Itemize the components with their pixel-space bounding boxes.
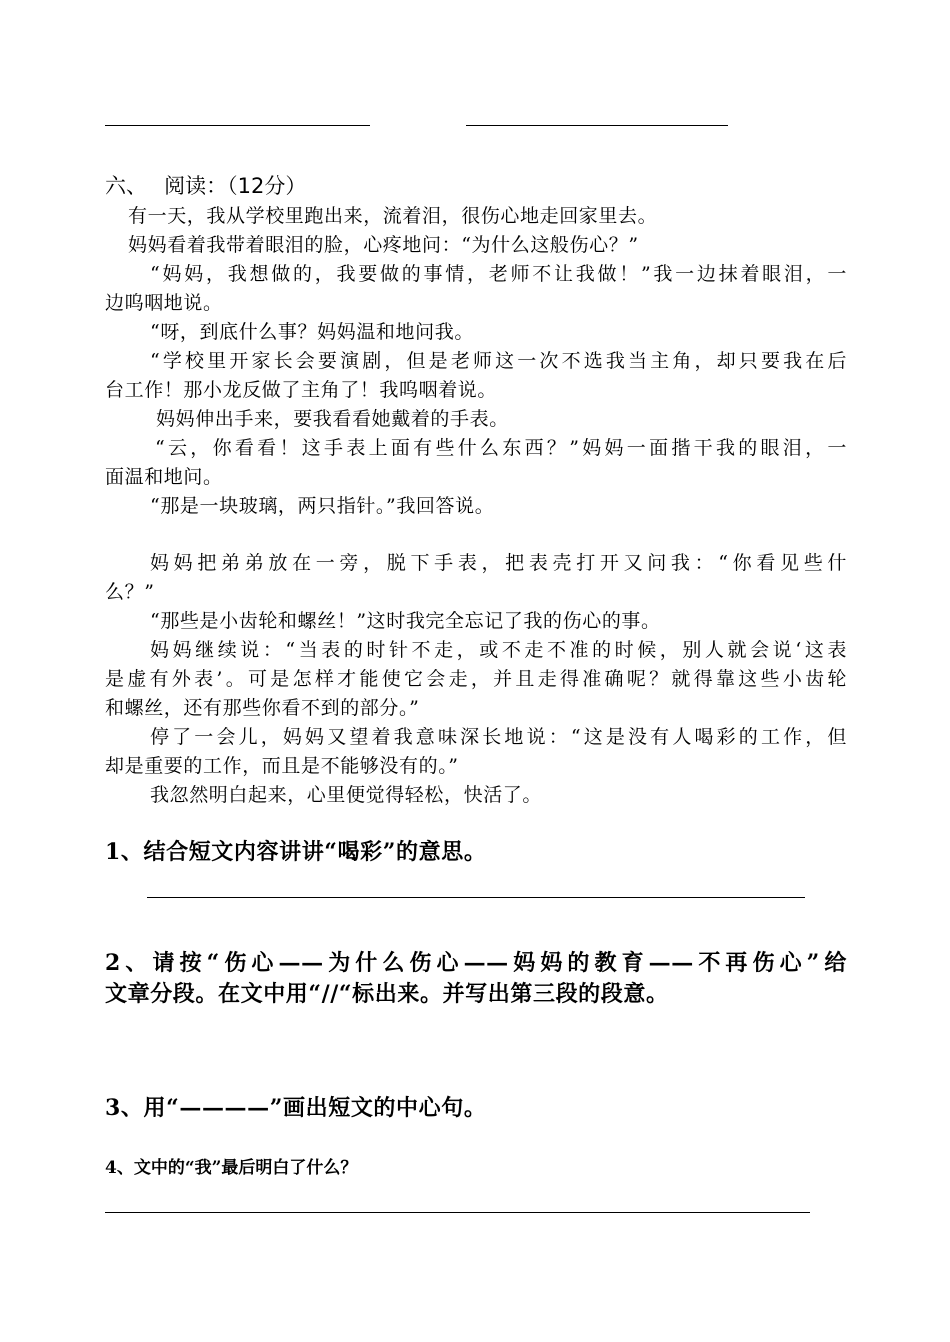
passage-line: 是虚有外表’。可是怎样才能使它会走，并且走得准确呢？就得靠这些小齿轮: [105, 668, 847, 690]
passage-line: “呀，到底什么事？妈妈温和地问我。: [150, 321, 474, 343]
passage-line: “云，你看看！这手表上面有些什么东西？”妈妈一面揩干我的眼泪，一: [155, 437, 847, 459]
passage-line: 妈妈把弟弟放在一旁，脱下手表，把表壳打开又问我：“你看见些什: [150, 552, 847, 574]
passage-line: 有一天，我从学校里跑出来，流着泪，很伤心地走回家里去。: [128, 205, 658, 227]
passage-line: 边呜咽地说。: [105, 292, 223, 314]
passage-line: “那些是小齿轮和螺丝！”这时我完全忘记了我的伤心的事。: [150, 610, 661, 632]
passage-line: 面温和地问。: [105, 466, 223, 488]
question-2: 2、请按“伤心——为什么伤心——妈妈的教育——不再伤心”给: [105, 950, 847, 976]
passage-line: 么？”: [105, 581, 155, 603]
section-title: 六、 阅读：（12分）: [105, 174, 307, 198]
passage-line: “那是一块玻璃，两只指针。”我回答说。: [150, 495, 495, 517]
question-4: 4、文中的“我”最后明白了什么？: [105, 1158, 358, 1178]
passage-line: 妈妈看着我带着眼泪的脸，心疼地问：“为什么这般伤心？”: [128, 234, 639, 256]
answer-line-top-left[interactable]: [105, 125, 370, 126]
passage-line: 停了一会儿，妈妈又望着我意味深长地说：“这是没有人喝彩的工作，但: [150, 726, 847, 748]
passage-line: 妈妈继续说：“当表的时针不走，或不走不准的时候，别人就会说‘这表: [150, 639, 847, 661]
passage-line: 我忽然明白起来，心里便觉得轻松，快活了。: [150, 784, 543, 806]
passage-line: “妈妈，我想做的，我要做的事情，老师不让我做！”我一边抹着眼泪，一: [150, 263, 847, 285]
passage-line: 妈妈伸出手来，要我看看她戴着的手表。: [156, 408, 509, 430]
passage-line: 台工作！那小龙反做了主角了！我呜咽着说。: [105, 379, 498, 401]
passage-line: 却是重要的工作，而且是不能够没有的。”: [105, 755, 459, 777]
answer-line-top-right[interactable]: [466, 125, 728, 126]
answer-line-1[interactable]: [147, 897, 805, 898]
question-3: 3、用“————”画出短文的中心句。: [105, 1095, 487, 1121]
question-1: 1、结合短文内容讲讲“喝彩”的意思。: [105, 839, 487, 865]
passage-line: 和螺丝，还有那些你看不到的部分。”: [105, 697, 420, 719]
passage-line: “学校里开家长会要演剧，但是老师这一次不选我当主角，却只要我在后: [150, 350, 847, 372]
question-2-continued: 文章分段。在文中用“//“标出来。并写出第三段的段意。: [105, 981, 669, 1007]
answer-line-4[interactable]: [105, 1212, 810, 1213]
